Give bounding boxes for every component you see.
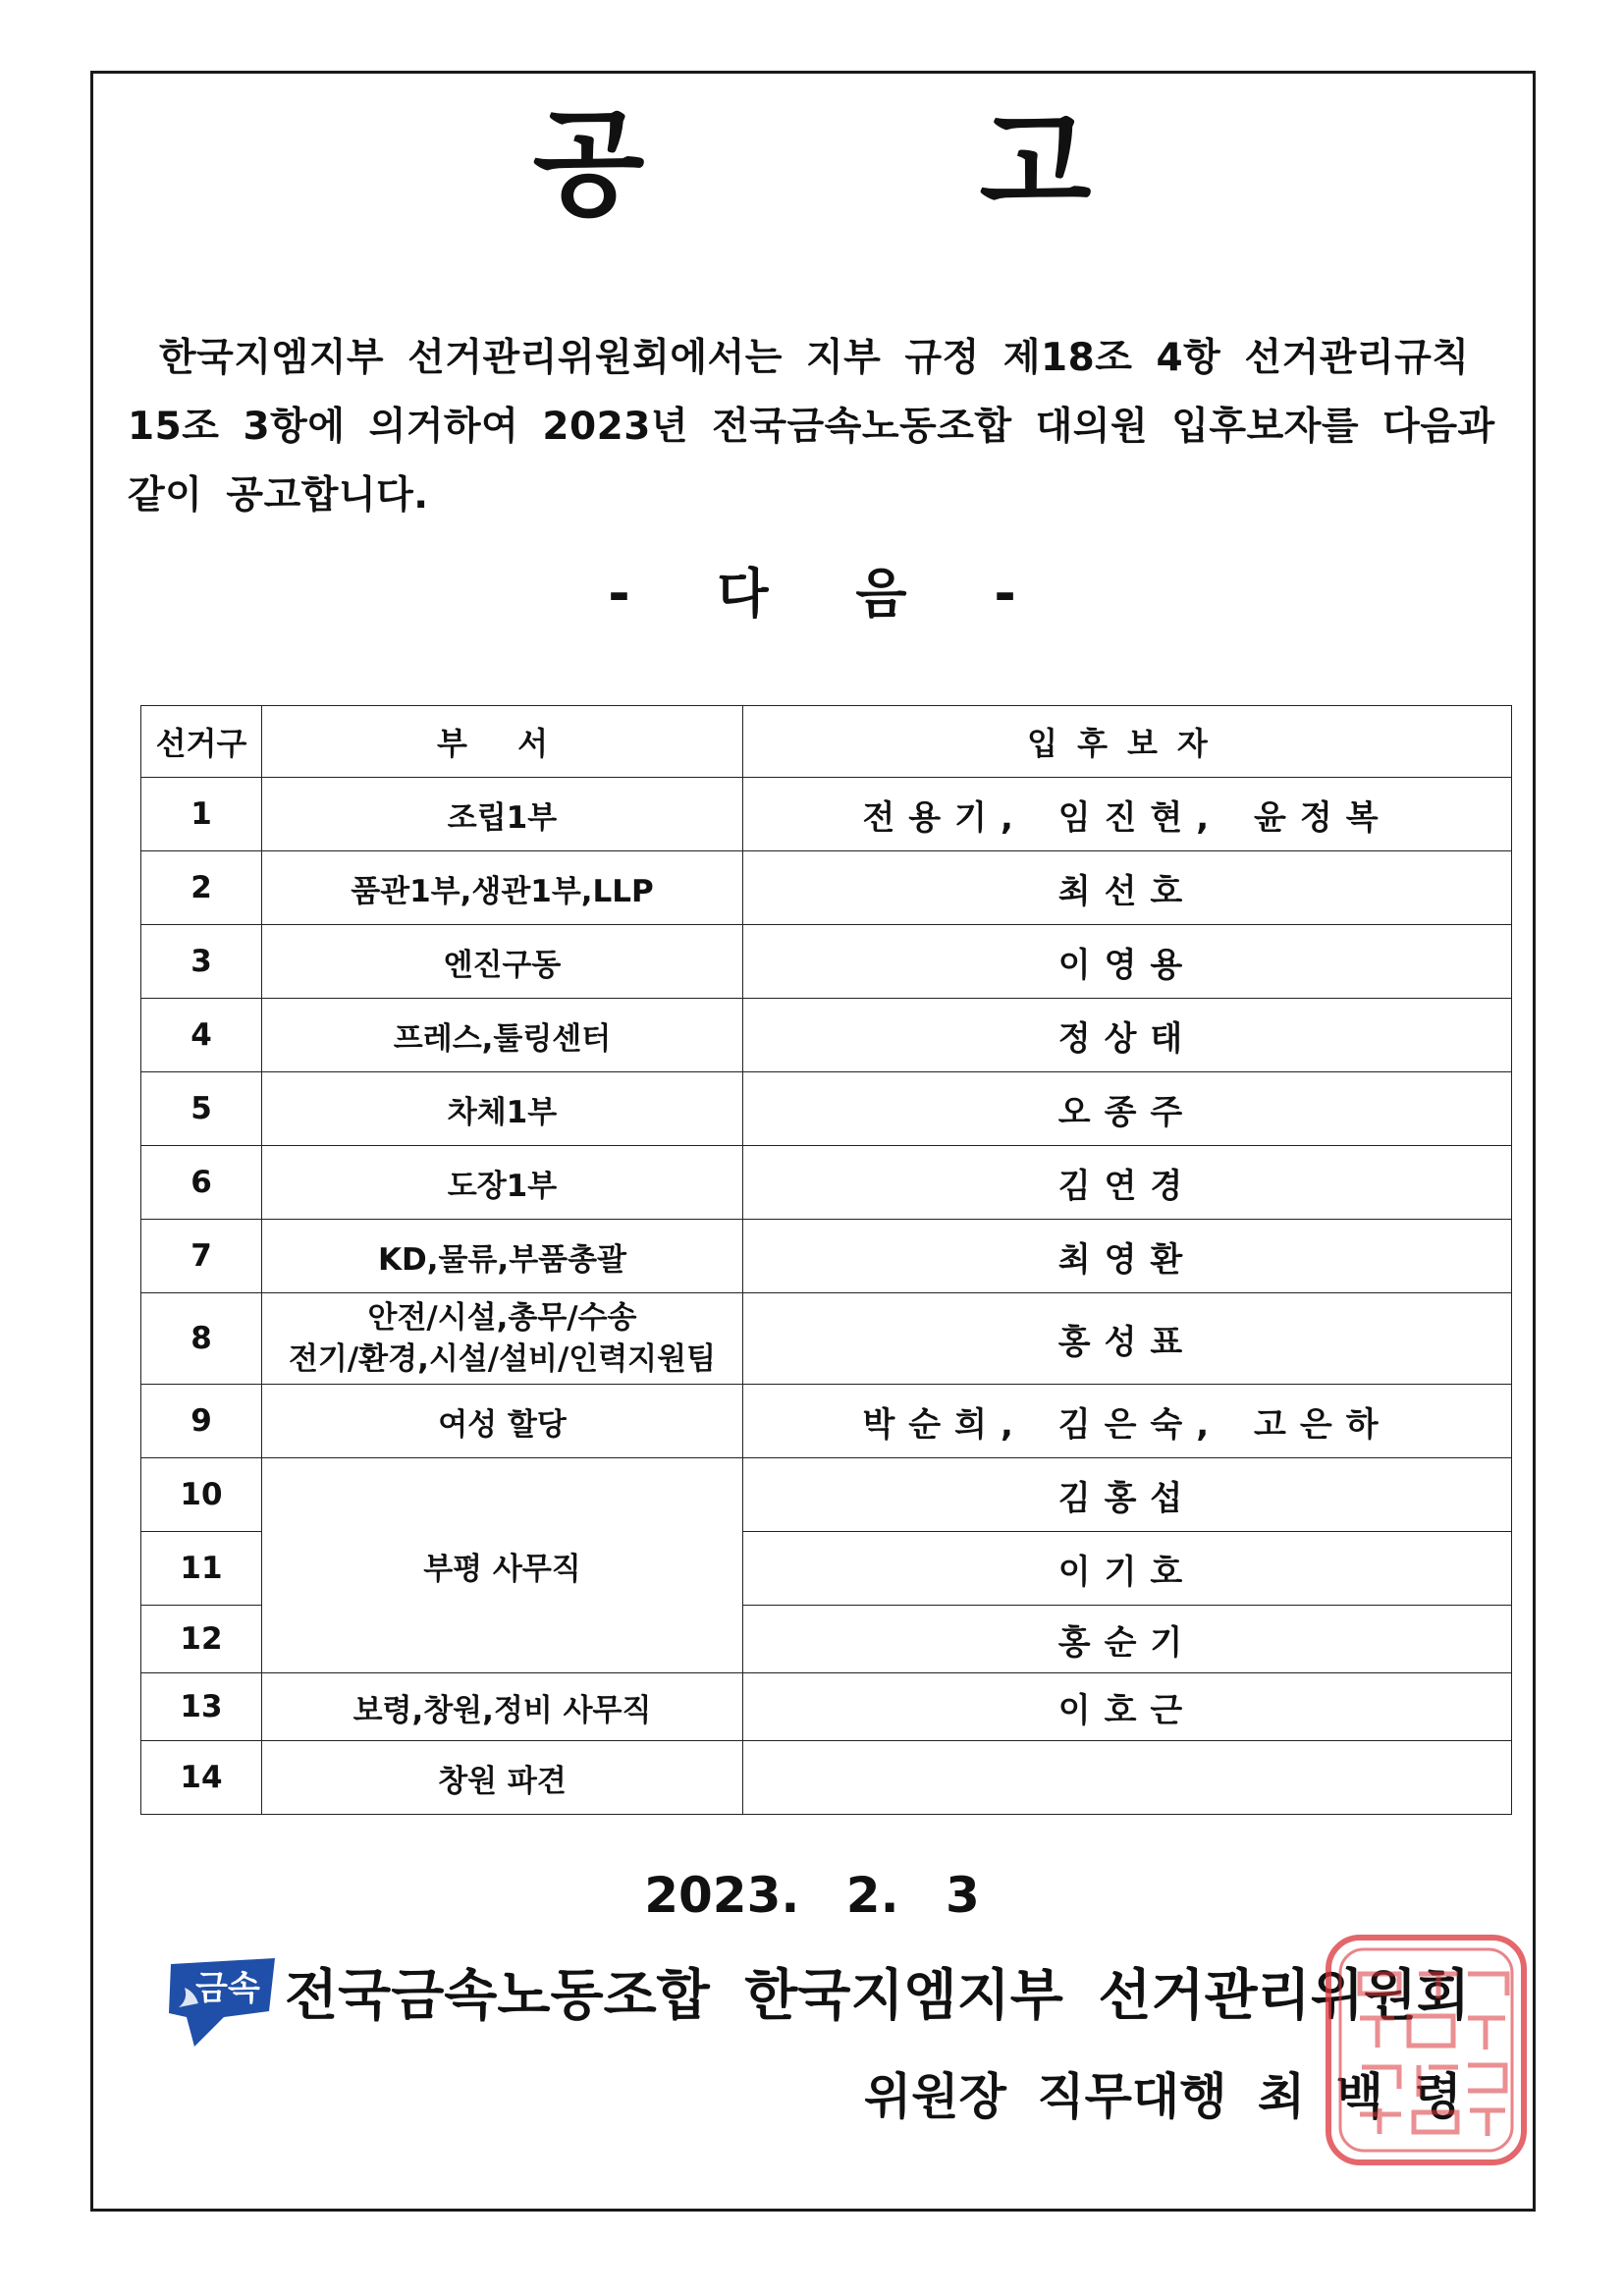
department-cell: 창원 파견 xyxy=(262,1741,743,1815)
table-row xyxy=(141,1293,1512,1385)
organization-name: 전국금속노동조합 한국지엠지부 선거관리위원회 xyxy=(285,1964,1471,2028)
department-cell: 프레스,툴링센터 xyxy=(262,999,743,1072)
department-line: 안전/시설,총무/수송 xyxy=(367,1300,637,1336)
district-cell: 5 xyxy=(141,1072,262,1146)
district-cell: 13 xyxy=(141,1673,262,1741)
department-cell xyxy=(262,1293,743,1385)
intro-paragraph: 한국지엠지부 선거관리위원회에서는 지부 규정 제18조 4항 선거관리규칙 15조 3항에 의거하여 2023년 전국금속노동조합 대의원 입후보자를 다음과 같이 공고합니다. xyxy=(128,336,1495,518)
candidates-cell: 정상태 xyxy=(743,999,1512,1072)
logo-text: 금속 xyxy=(195,1969,260,2008)
department-cell: 보령,창원,정비 사무직 xyxy=(262,1673,743,1741)
candidates-cell: 김연경 xyxy=(743,1146,1512,1220)
table-row xyxy=(141,1673,1512,1741)
candidate-table xyxy=(140,705,1512,1815)
district-cell: 2 xyxy=(141,851,262,925)
candidates-cell: 최선호 xyxy=(743,851,1512,925)
district-cell: 1 xyxy=(141,778,262,851)
candidates-cell: 이영용 xyxy=(743,925,1512,999)
table-row xyxy=(141,851,1512,925)
table-row xyxy=(141,1220,1512,1293)
district-cell: 9 xyxy=(141,1385,262,1458)
department-cell: 품관1부,생관1부,LLP xyxy=(262,851,743,925)
department-cell: 엔진구동 xyxy=(262,925,743,999)
table-row xyxy=(141,778,1512,851)
district-cell: 10 xyxy=(141,1458,262,1532)
department-cell: 부평 사무직 xyxy=(262,1458,743,1673)
table-row xyxy=(141,1741,1512,1815)
district-cell: 12 xyxy=(141,1606,262,1673)
candidates-cell: 홍순기 xyxy=(743,1606,1512,1673)
department-cell: 조립1부 xyxy=(262,778,743,851)
district-cell: 6 xyxy=(141,1146,262,1220)
candidates-cell: 이기호 xyxy=(743,1532,1512,1606)
candidates-cell: 전용기, 임진현, 윤정복 xyxy=(743,778,1512,851)
table-row xyxy=(141,1072,1512,1146)
candidates-cell: 홍성표 xyxy=(743,1293,1512,1385)
subheading: - 다 음 - xyxy=(608,563,1016,625)
candidates-cell: 이호근 xyxy=(743,1673,1512,1741)
district-cell: 7 xyxy=(141,1220,262,1293)
department-cell: 여성 할당 xyxy=(262,1385,743,1458)
table-row xyxy=(141,1146,1512,1220)
notice-date: 2023. 2. 3 xyxy=(644,1867,980,1924)
official-seal-icon xyxy=(1321,1930,1532,2170)
candidates-cell: 최영환 xyxy=(743,1220,1512,1293)
candidates-cell: 김홍섭 xyxy=(743,1458,1512,1532)
district-cell: 14 xyxy=(141,1741,262,1815)
department-cell: 도장1부 xyxy=(262,1146,743,1220)
table-row xyxy=(141,925,1512,999)
table-row xyxy=(141,1458,1512,1532)
page-title: 공 고 xyxy=(532,96,1239,232)
candidates-cell: 박순희, 김은숙, 고은하 xyxy=(743,1385,1512,1458)
union-logo-icon xyxy=(165,1952,283,2050)
district-cell: 3 xyxy=(141,925,262,999)
district-cell: 4 xyxy=(141,999,262,1072)
table-header-row xyxy=(141,706,1512,778)
department-line: 전기/환경,시설/설비/인력지원팀 xyxy=(288,1341,717,1377)
chair-signature: 위원장 직무대행 최 백 령 xyxy=(864,2068,1462,2125)
table-row xyxy=(141,1385,1512,1458)
candidates-cell xyxy=(743,1741,1512,1815)
header-candidates: 입후보자 xyxy=(743,706,1512,778)
header-district: 선거구 xyxy=(141,706,262,778)
district-cell: 11 xyxy=(141,1532,262,1606)
district-cell: 8 xyxy=(141,1293,262,1385)
header-department: 부 서 xyxy=(262,706,743,778)
table-row xyxy=(141,999,1512,1072)
department-cell: KD,물류,부품총괄 xyxy=(262,1220,743,1293)
department-cell: 차체1부 xyxy=(262,1072,743,1146)
candidates-cell: 오종주 xyxy=(743,1072,1512,1146)
